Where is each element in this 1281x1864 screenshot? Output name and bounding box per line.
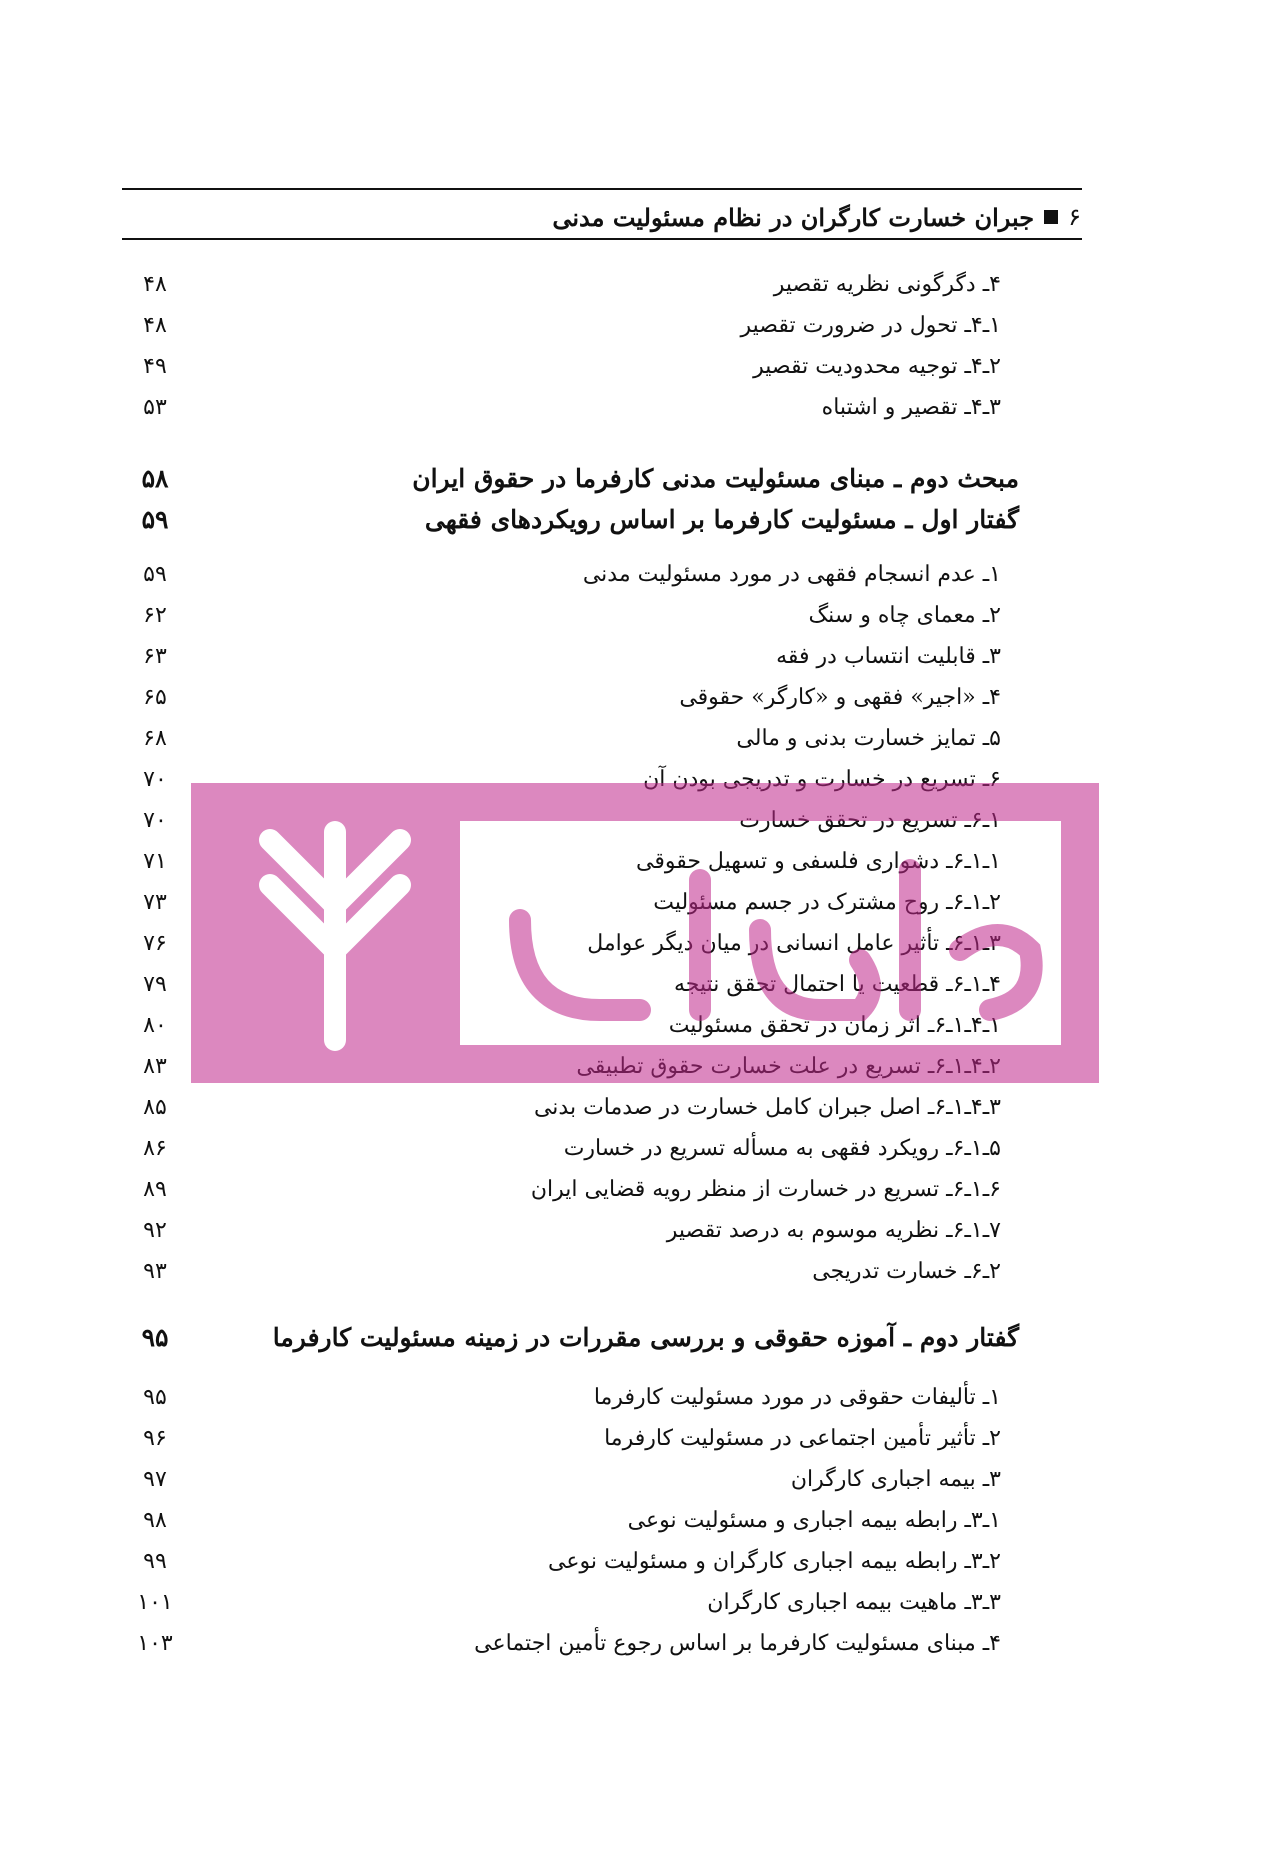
toc-entry-title: ۶ـ۱ـ۶ـ تسریع در خسارت از منظر رویه قضایی ایران xyxy=(530,1177,1001,1202)
toc-entry-title: ۱ـ تألیفات حقوقی در مورد مسئولیت کارفرما xyxy=(593,1385,1001,1410)
toc-page-number: ۴۹ xyxy=(143,354,167,379)
toc-page-number: ۹۳ xyxy=(143,1259,167,1284)
header-book-title: جبران خسارت کارگران در نظام مسئولیت مدنی xyxy=(552,202,1035,232)
toc-entry-title: ۴ـ مبنای مسئولیت کارفرما بر اساس رجوع تأمین اجتماعی xyxy=(474,1631,1001,1656)
toc-page-number: ۹۶ xyxy=(143,1426,167,1451)
toc-page-number: ۷۹ xyxy=(143,972,167,997)
toc-page-number: ۹۵ xyxy=(141,1323,169,1352)
header-page-number: ۶ xyxy=(1068,203,1081,231)
toc-page-number: ۷۶ xyxy=(143,931,167,956)
toc-entry-title: ۴ـ۱ـ۶ـ قطعیت یا احتمال تحقق نتیجه xyxy=(674,972,1001,997)
toc-page-number: ۶۲ xyxy=(143,603,167,628)
toc-entry-title: ۲ـ۱ـ۶ـ روح مشترک در جسم مسئولیت xyxy=(653,890,1001,915)
toc-page-number: ۴۸ xyxy=(143,313,167,338)
toc-page-number: ۷۰ xyxy=(143,808,167,833)
toc-entry-title: ۴ـ «اجیر» فقهی و «کارگر» حقوقی xyxy=(679,685,1001,710)
toc-entry-title: مبحث دوم ـ مبنای مسئولیت مدنی کارفرما در حقوق ایران xyxy=(412,464,1019,493)
toc-page-number: ۵۳ xyxy=(143,395,167,420)
toc-entry-title: ۲ـ۶ـ خسارت تدریجی xyxy=(812,1259,1001,1284)
toc-entry-title: ۲ـ تأثیر تأمین اجتماعی در مسئولیت کارفرما xyxy=(604,1426,1001,1451)
toc-page-number: ۷۱ xyxy=(143,849,167,874)
toc-entry-title: ۳ـ۳ـ ماهیت بیمه اجباری کارگران xyxy=(707,1590,1001,1615)
toc-page-number: ۷۰ xyxy=(143,767,167,792)
toc-page-number: ۱۰۳ xyxy=(137,1631,173,1656)
toc-page-number: ۹۲ xyxy=(143,1218,167,1243)
toc-entry-title: ۳ـ قابلیت انتساب در فقه xyxy=(776,644,1001,669)
toc-page-number: ۶۳ xyxy=(143,644,167,669)
toc-entry-title: ۳ـ۴ـ۱ـ۶ـ اصل جبران کامل خسارت در صدمات بدنی xyxy=(533,1095,1001,1120)
toc-entry-title: ۱ـ۱ـ۶ـ دشواری فلسفی و تسهیل حقوقی xyxy=(635,849,1001,874)
toc-page-number: ۴۸ xyxy=(143,272,167,297)
toc-page-number: ۶۸ xyxy=(143,726,167,751)
toc-entry-title: ۱ـ۴ـ تحول در ضرورت تقصیر xyxy=(740,313,1001,338)
toc-entry-title: ۵ـ تمایز خسارت بدنی و مالی xyxy=(736,726,1001,751)
toc-page-number: ۸۳ xyxy=(143,1054,167,1079)
toc-page-number: ۸۹ xyxy=(143,1177,167,1202)
toc-entry-title: ۲ـ۴ـ توجیه محدودیت تقصیر xyxy=(753,354,1001,379)
toc-page-number: ۹۷ xyxy=(143,1467,167,1492)
toc-entry-title: ۳ـ بیمه اجباری کارگران xyxy=(790,1467,1001,1492)
toc-entry-title: ۱ـ عدم انسجام فقهی در مورد مسئولیت مدنی xyxy=(582,562,1001,587)
toc-page-number: ۸۵ xyxy=(143,1095,167,1120)
toc-page-number: ۸۶ xyxy=(143,1136,167,1161)
toc-entry-title: گفتار دوم ـ آموزه حقوقی و بررسی مقررات در زمینه مسئولیت کارفرما xyxy=(272,1323,1019,1352)
toc-entry-title: ۲ـ۳ـ رابطه بیمه اجباری کارگران و مسئولیت نوعی xyxy=(548,1549,1001,1574)
toc-entry-title: ۲ـ معمای چاه و سنگ xyxy=(808,603,1001,628)
toc-page-number: ۵۹ xyxy=(143,562,167,587)
toc-entry-title: ۲ـ۴ـ۱ـ۶ـ تسریع در علت خسارت حقوق تطبیقی xyxy=(576,1054,1001,1079)
toc-entry-title: ۶ـ تسریع در خسارت و تدریجی بودن آن xyxy=(643,767,1001,792)
toc-page-number: ۸۰ xyxy=(143,1013,167,1038)
toc-page-number: ۹۵ xyxy=(143,1385,167,1410)
toc-page-number: ۶۵ xyxy=(143,685,167,710)
toc-entry-title: ۱ـ۴ـ۱ـ۶ـ اثر زمان در تحقق مسئولیت xyxy=(668,1013,1001,1038)
toc-entry-title: ۵ـ۱ـ۶ـ رویکرد فقهی به مسأله تسریع در خسارت xyxy=(563,1136,1001,1161)
toc-page-number: ۷۳ xyxy=(143,890,167,915)
toc-entry-title: ۱ـ۳ـ رابطه بیمه اجباری و مسئولیت نوعی xyxy=(627,1508,1001,1533)
toc-page-number: ۵۹ xyxy=(141,505,169,534)
toc-entry-title: ۱ـ۶ـ تسریع در تحقق خسارت xyxy=(739,808,1001,833)
toc-entry-title: ۴ـ دگرگونی نظریه تقصیر xyxy=(773,272,1001,297)
toc-page-number: ۵۸ xyxy=(141,464,169,493)
toc-entry-title: گفتار اول ـ مسئولیت کارفرما بر اساس رویکردهای فقهی xyxy=(424,505,1019,534)
toc-entry-title: ۳ـ۴ـ تقصیر و اشتباه xyxy=(821,395,1001,420)
toc-page-number: ۹۸ xyxy=(143,1508,167,1533)
toc-entry-title: ۳ـ۱ـ۶ـ تأثیر عامل انسانی در میان دیگر عوامل xyxy=(587,931,1001,956)
toc-page-number: ۱۰۱ xyxy=(137,1590,173,1615)
toc-entry-title: ۷ـ۱ـ۶ـ نظریه موسوم به درصد تقصیر xyxy=(666,1218,1001,1243)
toc-page-number: ۹۹ xyxy=(143,1549,167,1574)
